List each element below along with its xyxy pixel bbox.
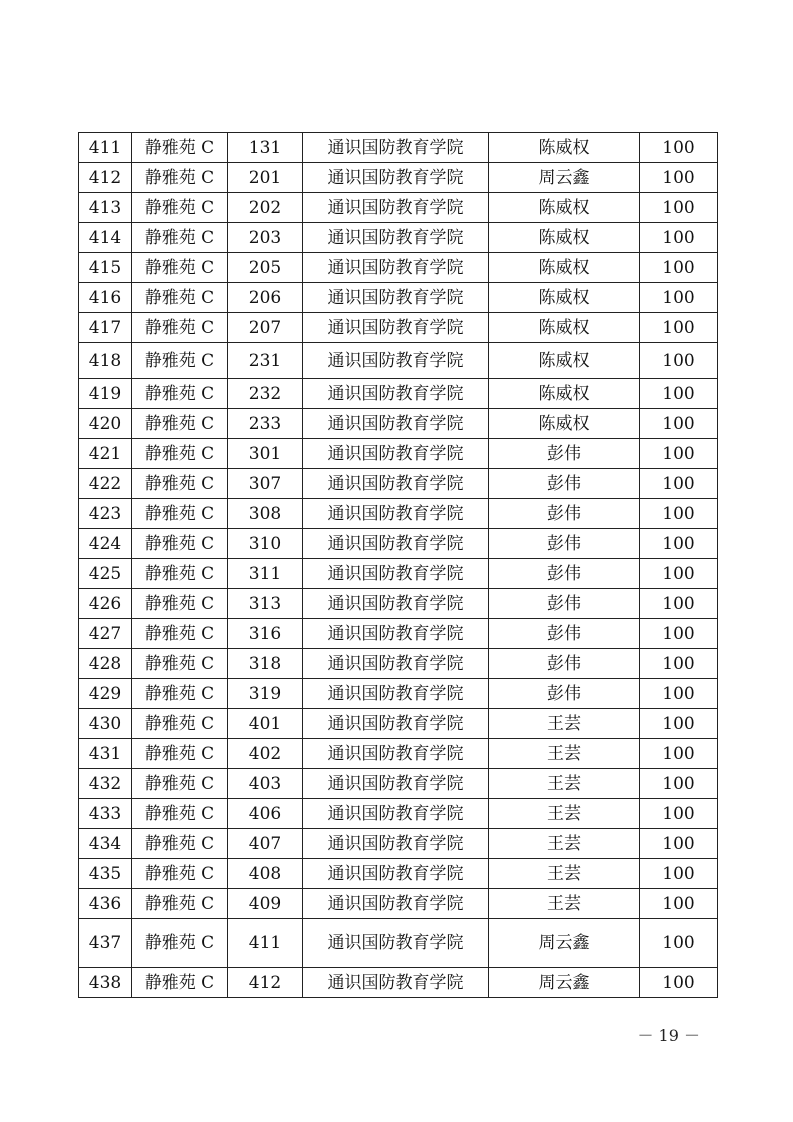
building-cell: 静雅苑 C (132, 589, 228, 619)
room-number-cell: 311 (228, 559, 303, 589)
score-cell: 100 (640, 799, 718, 829)
building-cell: 静雅苑 C (132, 649, 228, 679)
score-cell: 100 (640, 283, 718, 313)
room-number-cell: 231 (228, 343, 303, 379)
person-in-charge-cell: 王芸 (489, 769, 640, 799)
college-cell: 通识国防教育学院 (303, 529, 489, 559)
building-cell: 静雅苑 C (132, 343, 228, 379)
table-row (79, 619, 718, 649)
person-in-charge-cell: 王芸 (489, 799, 640, 829)
dormitory-score-table (78, 132, 718, 998)
score-cell: 100 (640, 313, 718, 343)
person-in-charge-cell: 陈威权 (489, 283, 640, 313)
college-cell: 通识国防教育学院 (303, 283, 489, 313)
person-in-charge-cell: 彭伟 (489, 499, 640, 529)
person-in-charge-cell: 陈威权 (489, 409, 640, 439)
college-cell: 通识国防教育学院 (303, 709, 489, 739)
score-cell: 100 (640, 968, 718, 998)
row-number-cell: 433 (79, 799, 132, 829)
row-number-cell: 437 (79, 919, 132, 968)
room-number-cell: 233 (228, 409, 303, 439)
row-number-cell: 421 (79, 439, 132, 469)
college-cell: 通识国防教育学院 (303, 799, 489, 829)
table-row (79, 769, 718, 799)
room-number-cell: 201 (228, 163, 303, 193)
row-number-cell: 417 (79, 313, 132, 343)
page-number: － 19 － (637, 1026, 700, 1045)
table-row (79, 469, 718, 499)
room-number-cell: 207 (228, 313, 303, 343)
table-row (79, 709, 718, 739)
row-number-cell: 436 (79, 889, 132, 919)
table-row (79, 439, 718, 469)
college-cell: 通识国防教育学院 (303, 439, 489, 469)
building-cell: 静雅苑 C (132, 379, 228, 409)
room-number-cell: 412 (228, 968, 303, 998)
person-in-charge-cell: 周云鑫 (489, 968, 640, 998)
table-row (79, 829, 718, 859)
building-cell: 静雅苑 C (132, 619, 228, 649)
table-row (79, 679, 718, 709)
person-in-charge-cell: 彭伟 (489, 619, 640, 649)
score-cell: 100 (640, 163, 718, 193)
room-number-cell: 402 (228, 739, 303, 769)
score-cell: 100 (640, 499, 718, 529)
building-cell: 静雅苑 C (132, 889, 228, 919)
row-number-cell: 435 (79, 859, 132, 889)
college-cell: 通识国防教育学院 (303, 859, 489, 889)
room-number-cell: 407 (228, 829, 303, 859)
person-in-charge-cell: 陈威权 (489, 223, 640, 253)
table-row (79, 919, 718, 968)
room-number-cell: 403 (228, 769, 303, 799)
table-row (79, 529, 718, 559)
table-row (79, 859, 718, 889)
room-number-cell: 411 (228, 919, 303, 968)
score-cell: 100 (640, 133, 718, 163)
room-number-cell: 406 (228, 799, 303, 829)
room-number-cell: 307 (228, 469, 303, 499)
building-cell: 静雅苑 C (132, 469, 228, 499)
table-row (79, 799, 718, 829)
score-cell: 100 (640, 679, 718, 709)
person-in-charge-cell: 陈威权 (489, 343, 640, 379)
table-row (79, 889, 718, 919)
row-number-cell: 432 (79, 769, 132, 799)
person-in-charge-cell: 陈威权 (489, 379, 640, 409)
table-row (79, 559, 718, 589)
building-cell: 静雅苑 C (132, 499, 228, 529)
building-cell: 静雅苑 C (132, 859, 228, 889)
table-row (79, 253, 718, 283)
score-cell: 100 (640, 223, 718, 253)
person-in-charge-cell: 陈威权 (489, 193, 640, 223)
building-cell: 静雅苑 C (132, 919, 228, 968)
person-in-charge-cell: 彭伟 (489, 679, 640, 709)
person-in-charge-cell: 彭伟 (489, 559, 640, 589)
score-cell: 100 (640, 439, 718, 469)
college-cell: 通识国防教育学院 (303, 589, 489, 619)
room-number-cell: 408 (228, 859, 303, 889)
row-number-cell: 411 (79, 133, 132, 163)
person-in-charge-cell: 彭伟 (489, 649, 640, 679)
table-row (79, 133, 718, 163)
table-row (79, 739, 718, 769)
college-cell: 通识国防教育学院 (303, 649, 489, 679)
person-in-charge-cell: 陈威权 (489, 313, 640, 343)
person-in-charge-cell: 陈威权 (489, 253, 640, 283)
building-cell: 静雅苑 C (132, 439, 228, 469)
college-cell: 通识国防教育学院 (303, 163, 489, 193)
row-number-cell: 418 (79, 343, 132, 379)
room-number-cell: 319 (228, 679, 303, 709)
table-body (79, 133, 718, 998)
score-cell: 100 (640, 859, 718, 889)
person-in-charge-cell: 彭伟 (489, 529, 640, 559)
building-cell: 静雅苑 C (132, 163, 228, 193)
row-number-cell: 438 (79, 968, 132, 998)
person-in-charge-cell: 王芸 (489, 709, 640, 739)
score-cell: 100 (640, 529, 718, 559)
building-cell: 静雅苑 C (132, 409, 228, 439)
college-cell: 通识国防教育学院 (303, 193, 489, 223)
table-row (79, 409, 718, 439)
building-cell: 静雅苑 C (132, 769, 228, 799)
room-number-cell: 205 (228, 253, 303, 283)
building-cell: 静雅苑 C (132, 829, 228, 859)
row-number-cell: 416 (79, 283, 132, 313)
person-in-charge-cell: 陈威权 (489, 133, 640, 163)
college-cell: 通识国防教育学院 (303, 253, 489, 283)
score-cell: 100 (640, 769, 718, 799)
table-row (79, 379, 718, 409)
score-cell: 100 (640, 253, 718, 283)
building-cell: 静雅苑 C (132, 193, 228, 223)
table-row (79, 649, 718, 679)
row-number-cell: 428 (79, 649, 132, 679)
person-in-charge-cell: 王芸 (489, 889, 640, 919)
row-number-cell: 430 (79, 709, 132, 739)
row-number-cell: 414 (79, 223, 132, 253)
college-cell: 通识国防教育学院 (303, 409, 489, 439)
college-cell: 通识国防教育学院 (303, 343, 489, 379)
score-cell: 100 (640, 343, 718, 379)
college-cell: 通识国防教育学院 (303, 499, 489, 529)
row-number-cell: 429 (79, 679, 132, 709)
building-cell: 静雅苑 C (132, 133, 228, 163)
room-number-cell: 206 (228, 283, 303, 313)
score-cell: 100 (640, 559, 718, 589)
college-cell: 通识国防教育学院 (303, 313, 489, 343)
college-cell: 通识国防教育学院 (303, 889, 489, 919)
score-cell: 100 (640, 379, 718, 409)
table-row (79, 343, 718, 379)
row-number-cell: 426 (79, 589, 132, 619)
score-cell: 100 (640, 889, 718, 919)
table-row (79, 163, 718, 193)
row-number-cell: 412 (79, 163, 132, 193)
college-cell: 通识国防教育学院 (303, 829, 489, 859)
building-cell: 静雅苑 C (132, 313, 228, 343)
row-number-cell: 424 (79, 529, 132, 559)
building-cell: 静雅苑 C (132, 739, 228, 769)
person-in-charge-cell: 王芸 (489, 739, 640, 769)
person-in-charge-cell: 彭伟 (489, 439, 640, 469)
building-cell: 静雅苑 C (132, 529, 228, 559)
room-number-cell: 409 (228, 889, 303, 919)
person-in-charge-cell: 彭伟 (489, 589, 640, 619)
room-number-cell: 310 (228, 529, 303, 559)
score-cell: 100 (640, 469, 718, 499)
score-cell: 100 (640, 589, 718, 619)
score-cell: 100 (640, 193, 718, 223)
table-row (79, 193, 718, 223)
row-number-cell: 413 (79, 193, 132, 223)
college-cell: 通识国防教育学院 (303, 379, 489, 409)
score-cell: 100 (640, 619, 718, 649)
table-row (79, 589, 718, 619)
score-cell: 100 (640, 829, 718, 859)
score-cell: 100 (640, 649, 718, 679)
college-cell: 通识国防教育学院 (303, 968, 489, 998)
row-number-cell: 420 (79, 409, 132, 439)
table-row (79, 313, 718, 343)
row-number-cell: 431 (79, 739, 132, 769)
room-number-cell: 318 (228, 649, 303, 679)
college-cell: 通识国防教育学院 (303, 133, 489, 163)
score-cell: 100 (640, 409, 718, 439)
building-cell: 静雅苑 C (132, 799, 228, 829)
person-in-charge-cell: 周云鑫 (489, 163, 640, 193)
college-cell: 通识国防教育学院 (303, 739, 489, 769)
college-cell: 通识国防教育学院 (303, 559, 489, 589)
row-number-cell: 415 (79, 253, 132, 283)
score-cell: 100 (640, 709, 718, 739)
college-cell: 通识国防教育学院 (303, 469, 489, 499)
row-number-cell: 423 (79, 499, 132, 529)
building-cell: 静雅苑 C (132, 968, 228, 998)
room-number-cell: 316 (228, 619, 303, 649)
row-number-cell: 419 (79, 379, 132, 409)
room-number-cell: 232 (228, 379, 303, 409)
score-cell: 100 (640, 919, 718, 968)
person-in-charge-cell: 王芸 (489, 829, 640, 859)
table-row (79, 499, 718, 529)
room-number-cell: 313 (228, 589, 303, 619)
building-cell: 静雅苑 C (132, 223, 228, 253)
room-number-cell: 131 (228, 133, 303, 163)
building-cell: 静雅苑 C (132, 709, 228, 739)
building-cell: 静雅苑 C (132, 559, 228, 589)
room-number-cell: 401 (228, 709, 303, 739)
college-cell: 通识国防教育学院 (303, 223, 489, 253)
score-cell: 100 (640, 739, 718, 769)
person-in-charge-cell: 周云鑫 (489, 919, 640, 968)
table-row (79, 283, 718, 313)
person-in-charge-cell: 彭伟 (489, 469, 640, 499)
room-number-cell: 203 (228, 223, 303, 253)
building-cell: 静雅苑 C (132, 679, 228, 709)
college-cell: 通识国防教育学院 (303, 769, 489, 799)
table-row (79, 968, 718, 998)
row-number-cell: 422 (79, 469, 132, 499)
room-number-cell: 308 (228, 499, 303, 529)
room-number-cell: 202 (228, 193, 303, 223)
building-cell: 静雅苑 C (132, 283, 228, 313)
row-number-cell: 427 (79, 619, 132, 649)
table-row (79, 223, 718, 253)
row-number-cell: 434 (79, 829, 132, 859)
row-number-cell: 425 (79, 559, 132, 589)
college-cell: 通识国防教育学院 (303, 619, 489, 649)
room-number-cell: 301 (228, 439, 303, 469)
person-in-charge-cell: 王芸 (489, 859, 640, 889)
college-cell: 通识国防教育学院 (303, 919, 489, 968)
building-cell: 静雅苑 C (132, 253, 228, 283)
college-cell: 通识国防教育学院 (303, 679, 489, 709)
